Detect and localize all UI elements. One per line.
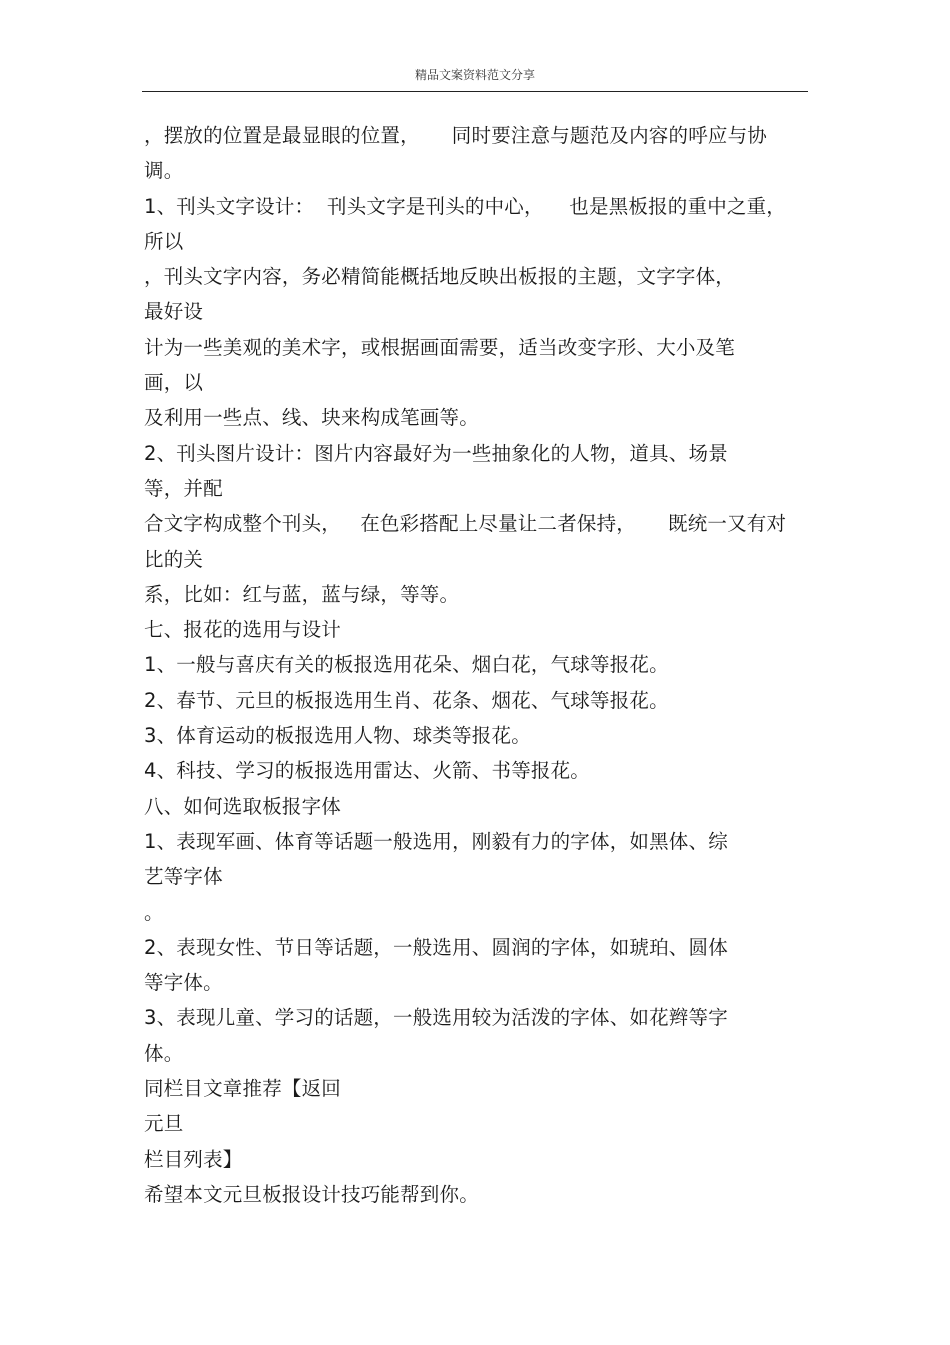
text-line: 艺等字体 xyxy=(144,865,223,889)
section-heading: 七、报花的选用与设计 xyxy=(144,618,342,642)
header-divider xyxy=(142,91,808,92)
text-line: 系，比如：红与蓝，蓝与绿，等等。 xyxy=(144,582,460,606)
text-line: 计为一些美观的美术字，或根据画面需要，适当改变字形、大小及笔 xyxy=(144,335,736,359)
section-heading: 八、如何选取板报字体 xyxy=(144,794,342,818)
text-line: 3、表现儿童、学习的话题，一般选用较为活泼的字体、如花辫等字 xyxy=(144,1006,728,1030)
text-line: 等，并配 xyxy=(144,476,223,500)
text-line: 所以 xyxy=(144,229,184,253)
text-line: 1、表现军画、体育等话题一般选用，刚毅有力的字体，如黑体、综 xyxy=(144,829,728,853)
text-line: 及利用一些点、线、块来构成笔画等。 xyxy=(144,406,479,430)
text-line: 最好设 xyxy=(144,300,204,324)
closing-line: 希望本文元旦板报设计技巧能帮到你。 xyxy=(144,1182,479,1206)
text-line: 1、刊头文字设计： 刊头文字是刊头的中心， 也是黑板报的重中之重， xyxy=(144,194,786,218)
document-body xyxy=(144,118,810,1212)
page-header: 精品文案资料范文分享 xyxy=(414,68,535,82)
text-line: 元旦 xyxy=(144,1112,184,1136)
text-line: 。 xyxy=(144,900,164,924)
text-line: 2、表现女性、节日等话题，一般选用、圆润的字体，如琥珀、圆体 xyxy=(144,935,728,959)
text-line: 3、体育运动的板报选用人物、球类等报花。 xyxy=(144,724,531,748)
text-line: 调。 xyxy=(144,159,184,183)
text-line: 比的关 xyxy=(144,547,204,571)
text-line: 画，以 xyxy=(144,371,204,395)
text-line: ，摆放的位置是最显眼的位置， 同时要注意与题范及内容的呼应与协 xyxy=(144,124,767,147)
text-line: 1、一般与喜庆有关的板报选用花朵、烟白花，气球等报花。 xyxy=(144,653,669,677)
text-line: 等字体。 xyxy=(144,971,223,995)
text-line: 2、刊头图片设计：图片内容最好为一些抽象化的人物，道具、场景 xyxy=(144,441,728,465)
text-line: 体。 xyxy=(144,1041,184,1065)
text-line: 2、春节、元旦的板报选用生肖、花条、烟花、气球等报花。 xyxy=(144,688,669,712)
related-articles-label: 同栏目文章推荐【返回 xyxy=(144,1077,342,1101)
text-line: ，刊头文字内容，务必精简能概括地反映出板报的主题，文字字体， xyxy=(144,265,736,289)
text-line: 合文字构成整个刊头， 在色彩搭配上尽量让二者保持， 既统一又有对 xyxy=(144,512,787,536)
text-line: 栏目列表】 xyxy=(144,1147,243,1171)
text-line: 4、科技、学习的板报选用雷达、火箭、书等报花。 xyxy=(144,759,591,783)
